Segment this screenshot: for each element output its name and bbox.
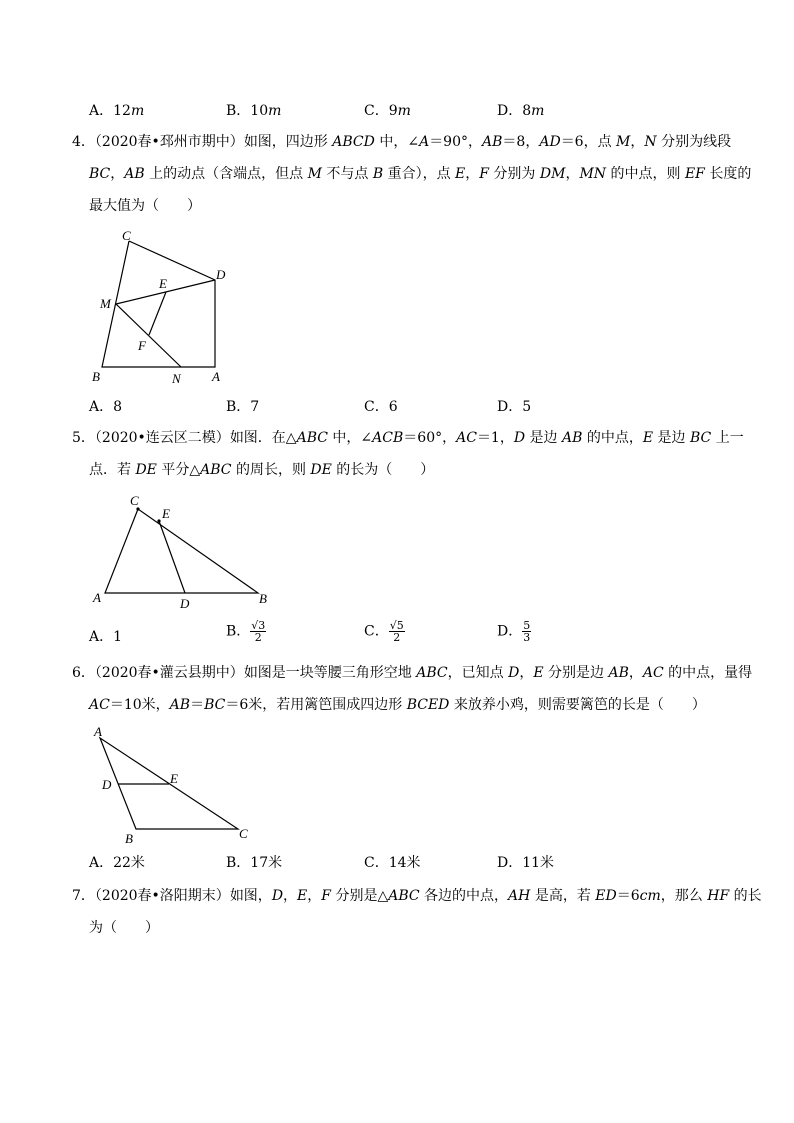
q6-label-b: B — [125, 831, 133, 846]
q5-label-c: C — [130, 493, 139, 508]
q5-option-a: A．1 — [89, 629, 123, 645]
q6-stem-line-2: AC＝10米，AB＝BC＝6米，若用篱笆围成四边形 BCED 来放养小鸡，则需要篱笆的长是（ ） — [89, 697, 706, 713]
q3-option-b: B．10m — [226, 103, 282, 119]
q4-label-a: A — [212, 369, 220, 384]
q6-label-e: E — [170, 771, 178, 786]
q6-label-d: D — [102, 777, 112, 792]
q7-stem-line-1: 7．（2020春•洛阳期末）如图，D，E，F 分别是△ABC 各边的中点，AH 是高，若 ED＝6cm，那么 HF 的长 — [72, 888, 762, 904]
q4-stem-line-3: 最大值为（ ） — [89, 198, 201, 214]
q4-option-b: B．7 — [226, 399, 260, 415]
q3-option-a: A．12m — [89, 103, 145, 119]
q5-option-c: C． $\frac{√5}{2}$ — [364, 619, 404, 644]
q4-option-a: A．8 — [89, 399, 123, 415]
q6-option-a: A．22米 — [89, 855, 145, 871]
q4-label-f: F — [138, 338, 146, 353]
q4-label-b: B — [92, 369, 100, 384]
q5-stem-line-2: 点．若 DE 平分△ABC 的周长，则 DE 的长为（ ） — [89, 462, 435, 478]
q6-option-c: C．14米 — [364, 855, 421, 871]
q5-stem-line-1: 5．（2020•连云区二模）如图．在△ABC 中，∠ACB＝60°，AC＝1，D 是边 AB 的中点，E 是边 BC 上一 — [72, 430, 744, 446]
q4-stem-line-1: 4．（2020春•邳州市期中）如图，四边形 ABCD 中，∠A＝90°，AB＝8，AD＝6，点 M，N 分别为线段 — [72, 134, 732, 150]
q6-label-c: C — [239, 826, 248, 841]
q3-option-c: C．9m — [364, 103, 411, 119]
q4-option-d: D．5 — [497, 399, 532, 415]
q6-stem-line-1: 6．（2020春•灌云县期中）如图是一块等腰三角形空地 ABC，已知点 D，E 分别是边 AB，AC 的中点，量得 — [72, 665, 753, 681]
q4-label-d: D — [216, 267, 226, 282]
q6-option-b: B．17米 — [226, 855, 283, 871]
q6-option-d: D．11米 — [497, 855, 555, 871]
q4-stem-line-2: BC，AB 上的动点（含端点，但点 M 不与点 B 重合），点 E，F 分别为 DM，MN 的中点，则 EF 长度的 — [89, 166, 752, 182]
q7-stem-line-2: 为（ ） — [89, 920, 159, 936]
q5-option-d: D． $\frac{5}{3}$ — [497, 619, 531, 644]
q4-label-m: M — [100, 296, 111, 311]
q4-label-e: E — [159, 276, 167, 291]
q5-label-d: D — [180, 596, 190, 611]
q3-option-d: D．8m — [497, 103, 545, 119]
q4-label-n: N — [172, 371, 181, 386]
q5-label-e: E — [162, 506, 170, 521]
q4-option-c: C．6 — [364, 399, 398, 415]
q5-label-a: A — [93, 590, 101, 605]
q4-label-c: C — [122, 228, 131, 243]
q5-option-b: B． $\frac{√3}{2}$ — [226, 619, 266, 644]
q6-label-a: A — [94, 724, 102, 739]
q5-label-b: B — [259, 591, 267, 606]
